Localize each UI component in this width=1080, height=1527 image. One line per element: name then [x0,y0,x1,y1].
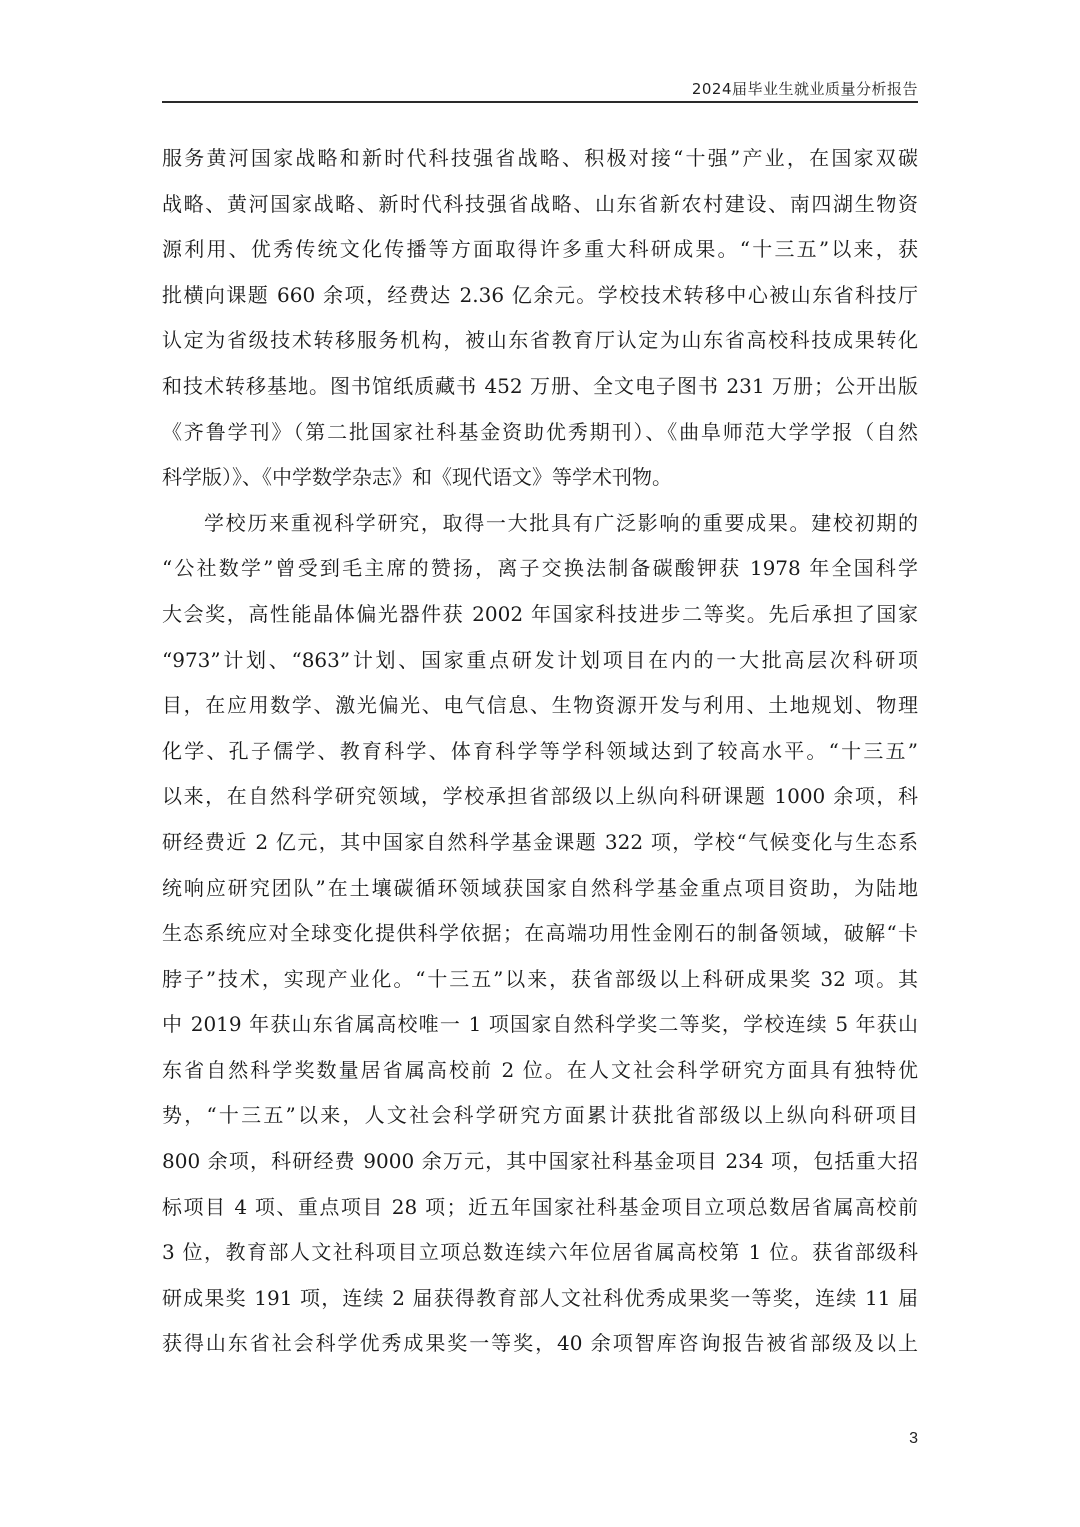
report-title: 2024届毕业生就业质量分析报告 [691,80,918,98]
text-line: 科学版）》、《中学数学杂志》和《现代语文》等学术刊物。 [162,465,672,490]
text-line: 中 2019 年获山东省属高校唯一 1 项国家自然科学奖二等奖，学校连续 5 年获山 [162,1012,918,1037]
header-divider [162,101,918,103]
text-line: 战略、黄河国家战略、新时代科技强省战略、山东省新农村建设、南四湖生物资 [162,191,918,216]
text-line: 服务黄河国家战略和新时代科技强省战略、积极对接“十强”产业，在国家双碳 [162,146,918,170]
running-header [162,76,918,100]
text-line: “973”计划、“863”计划、国家重点研发计划项目在内的一大批高层次科研项 [162,647,918,672]
text-line: 势，“十三五”以来，人文社会科学研究方面累计获批省部级以上纵向科研项目 [162,1103,918,1128]
text-line: 脖子”技术，实现产业化。“十三五”以来，获省部级以上科研成果奖 32 项。其 [162,966,918,991]
body-text [162,136,918,1367]
text-line: 目，在应用数学、激光偏光、电气信息、生物资源开发与利用、土地规划、物理 [162,693,918,718]
text-line: 《齐鲁学刊》（第二批国家社科基金资助优秀期刊）、《曲阜师范大学学报（自然 [162,419,918,444]
text-line: 研成果奖 191 项，连续 2 届获得教育部人文社科优秀成果奖一等奖，连续 11 届 [162,1285,918,1310]
paragraph [162,136,918,501]
text-line: 获得山东省社会科学优秀成果奖一等奖，40 余项智库咨询报告被省部级及以上 [162,1331,918,1356]
text-line: 源利用、优秀传统文化传播等方面取得许多重大科研成果。“十三五”以来，获 [162,237,918,262]
text-line: 标项目 4 项、重点项目 28 项；近五年国家社科基金项目立项总数居省属高校前 [162,1194,918,1219]
text-line: 和技术转移基地。图书馆纸质藏书 452 万册、全文电子图书 231 万册；公开出版 [162,373,918,398]
page-number: 3 [909,1430,918,1447]
text-line: 化学、孔子儒学、教育科学、体育科学等学科领域达到了较高水平。“十三五” [162,738,918,763]
text-line: 生态系统应对全球变化提供科学依据；在高端功用性金刚石的制备领域，破解“卡 [162,921,918,946]
text-line: 东省自然科学奖数量居省属高校前 2 位。在人文社会科学研究方面具有独特优 [162,1057,918,1082]
text-line: 大会奖，高性能晶体偏光器件获 2002 年国家科技进步二等奖。先后承担了国家 [162,601,918,626]
text-line: 批横向课题 660 余项，经费达 2.36 亿余元。学校技术转移中心被山东省科技厅 [162,282,918,307]
text-line: 统响应研究团队”在土壤碳循环领域获国家自然科学基金重点项目资助，为陆地 [162,875,918,900]
text-line: 3 位，教育部人文社科项目立项总数连续六年位居省属高校第 1 位。获省部级科 [162,1240,918,1265]
text-line: 800 余项，科研经费 9000 余万元，其中国家社科基金项目 234 项，包括重大招 [162,1149,918,1174]
text-line: 研经费近 2 亿元，其中国家自然科学基金课题 322 项，学校“气候变化与生态系 [162,829,918,854]
text-line: 学校历来重视科学研究，取得一大批具有广泛影响的重要成果。建校初期的 [204,510,918,535]
paragraph [162,501,918,1367]
text-line: “公社数学”曾受到毛主席的赞扬，离子交换法制备碳酸钾获 1978 年全国科学 [162,556,918,581]
text-line: 以来，在自然科学研究领域，学校承担省部级以上纵向科研课题 1000 余项，科 [162,784,918,809]
text-line: 认定为省级技术转移服务机构，被山东省教育厅认定为山东省高校科技成果转化 [162,328,918,353]
